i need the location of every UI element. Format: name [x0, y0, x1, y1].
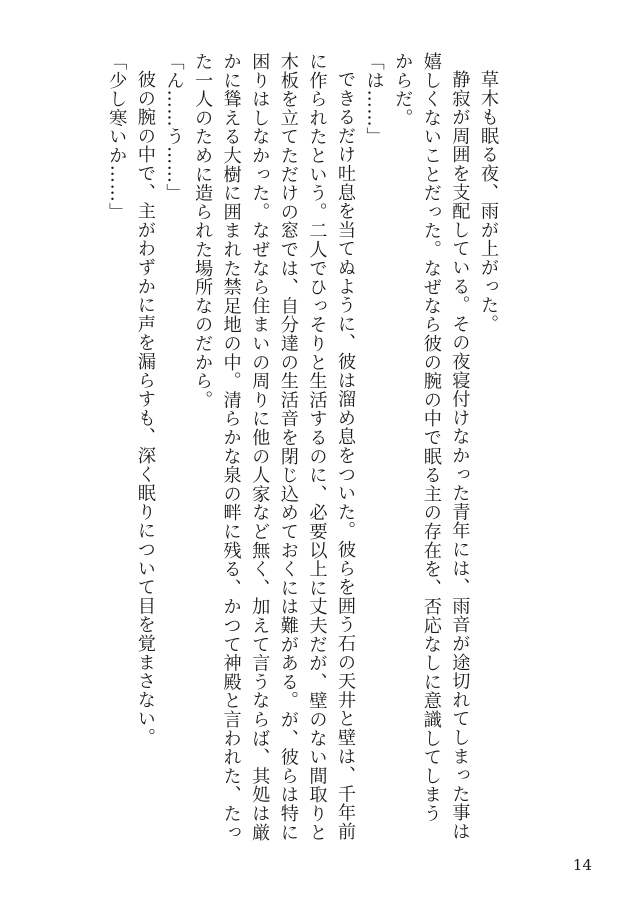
vertical-text-body	[102, 52, 502, 842]
text-line: 嬉しくないことだった。なぜなら彼の腕の中で眠る主の存在を、否応なしに意識してしまう	[420, 52, 442, 823]
text-line: 困りはしなかった。なぜなら住まいの周りに他の人家など無く、加えて言うならば、其処は厳	[249, 52, 271, 842]
page-number: 14	[572, 856, 592, 874]
text-line: 彼の腕の中で、主がわずかに声を漏らすも、深く眠りについて目を覚まさない。	[134, 70, 156, 747]
text-line: からだ。	[392, 52, 414, 128]
text-line: に作られたという。二人でひっそりと生活するのに、必要以上に丈夫だが、壁のない間取りと	[306, 52, 328, 842]
text-line: 木板を立てただけの窓では、自分達の生活音を閉じ込めておくには難がある。が、彼らは特に	[277, 52, 299, 842]
text-line: 草木も眠る夜、雨が上がった。	[478, 70, 499, 334]
text-line: できるだけ吐息を当てぬように、彼は溜め息をついた。彼らを囲う石の天井と壁は、千年前	[335, 70, 357, 841]
text-line: かに聳える大樹に囲まれた禁足地の中。清らかな泉の畔に残る、かつて神殿と言われた、たっ	[220, 52, 242, 842]
dialogue-line: 「ん……う……」	[163, 52, 185, 203]
dialogue-line: 「は……」	[363, 52, 385, 146]
dialogue-line: 「少し寒いか……」	[106, 52, 128, 222]
text-line: た一人のために造られた場所なのだから。	[192, 52, 214, 410]
text-line: 静寂が周囲を支配している。その夜寝付けなかった青年には、雨音が途切れてしまった事は	[449, 70, 471, 841]
